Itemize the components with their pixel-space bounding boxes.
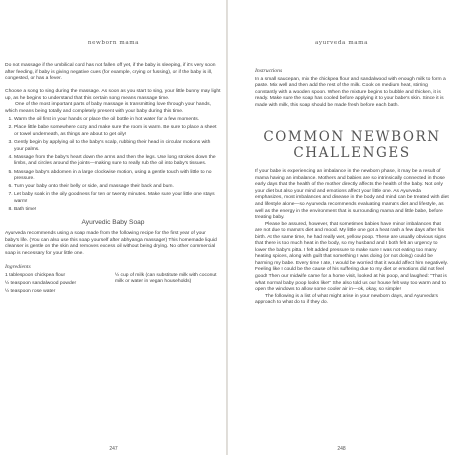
massage-step: 7. Let baby soak in the oily goodness for ten or twenty minutes. Make sure your little one stays warm! xyxy=(14,192,221,205)
instructions-paragraph: In a small saucepan, mix the chickpea flour and sandalwood with enough milk to form a paste. Mix well and then add the rest of the milk. Cook on medium heat, stirring constantly with a wooden spoon. When the mixture begins to bubble and thicken, it is ready. Make sure the soap has cooled before applying it to your babe's skin. Since it is made with milk, this soap should be made fresh before each bath. xyxy=(255,76,446,108)
ingredient-item: ½ teaspoon rose water xyxy=(5,288,56,294)
massage-step: 6. Turn your baby onto their belly or side, and massage their back and bum. xyxy=(14,184,221,191)
ingredient-item: ½ cup of milk (can substitute milk with coconut milk or water in vegan households) xyxy=(115,272,217,285)
massage-steps-list xyxy=(5,117,221,213)
presence-paragraph: One of the most important parts of baby massage is transmitting love through your hands, which means being totally and completely present with your baby during this time. xyxy=(5,102,211,114)
massage-step: 1. Warm the oil first in your hands or place the oil bottle in hot water for a few moments. xyxy=(14,117,221,124)
ingredients-column-1 xyxy=(5,273,111,297)
massage-step: 5. Massage baby's abdomen in a large clockwise motion, using a gentle touch with little to no pressure. xyxy=(14,170,221,183)
ingredient-item: ½ teaspoon sandalwood powder xyxy=(5,280,77,286)
left-page xyxy=(0,0,227,455)
page-number-left: 247 xyxy=(109,446,118,452)
chapter-title-line-1: COMMON NEWBORN xyxy=(263,129,441,146)
ingredients-column-2 xyxy=(115,273,221,297)
instructions-heading: Instructions xyxy=(255,68,283,74)
song-paragraph: Choose a song to sing during the massage. As soon as you start to sing, your little bunny may light up, as he begins to understand that this certain song means massage time. xyxy=(5,89,221,101)
right-body-text xyxy=(255,68,449,307)
ingredients-list xyxy=(5,273,221,297)
list-intro-paragraph: The following is a list of what might arise in your newborn days, and Ayurveda's approach to what do to if they do. xyxy=(255,293,438,306)
baby-soap-paragraph: Ayurveda recommends using a soap made from the following recipe for the first year of your baby's life. (You can also use this soap yourself after abhyanga massage!) This homemade liquid cleanser is gentle on the skin and removes excess oil without being drying. No other commercial soap is necessary for your little one. xyxy=(5,231,217,256)
chapter-title-line-2: CHALLENGES xyxy=(293,145,411,162)
page-number-right: 248 xyxy=(337,446,346,452)
right-page xyxy=(228,0,455,455)
massage-step: 8. Bath time! xyxy=(14,207,221,214)
left-body-text xyxy=(5,63,221,297)
massage-step: 3. Gently begin by applying oil to the baby's scalp, rubbing their head in circular motions with your palms. xyxy=(14,140,221,153)
running-head-left: newborn mama xyxy=(87,40,140,46)
reassurance-paragraph: Please be assured, however, that sometimes babies have minor imbalances that are not due to mama's diet and mood. My little one got a heat rash a few days after his birth. At the same time, he had really wet, yellow poop. These are usually obvious signs that there is too much heat in the body, so my husband and I both felt an urgency to lower the baby's pitta. I felt added pressure to make sure I was not eating too many heating spices, along with guilt that something I was doing (or not doing) could be harming my babe. Every time I ate, I would be worried that it would affect him negatively. Feeling like I could be the cause of his suffering due to my diet or emotions did not feel good! Then our midwife came for a home visit, looked at his poop, and laughed: "That is what normal baby poop looks like!" She also told us our house felt way too warm and to open the windows to allow some cooler air in—ok, okay, so simple! xyxy=(255,221,449,293)
massage-step: 2. Place little babe somewhere cozy and make sure the room is warm. Be sure to place a sheet or towel underneath, as things are about to get oily! xyxy=(14,125,221,138)
chapter-title xyxy=(255,129,449,161)
ingredient-item: 1 tablespoon chickpea flour xyxy=(5,272,66,278)
massage-caution-paragraph: Do not massage if the umbilical cord has not fallen off yet, if the baby is sleeping, if it's very soon after feeding, if baby is giving negative cues (for example, crying or fussing), or if the baby is ill, congested, or has a fever. xyxy=(5,63,216,82)
imbalance-paragraph: If your babe is experiencing an imbalance in the newborn phase, it may be a result of mama having an imbalance. Mothers and babies are so intrinsically connected in those early days that the health of the mother directly affects the health of the baby. Not only your diet but also your mind and emotions affect your little one. As Ayurveda emphasizes, most imbalances and disease in the body and mind can be treated with diet and lifestyle alone—so Ayurveda recommends evaluating mama's diet and lifestyle, as well as the energy in the environment that is surrounding mama and little babe, before treating baby. xyxy=(255,169,449,221)
baby-soap-heading: Ayurvedic Baby Soap xyxy=(81,218,145,226)
running-head-right: ayurveda mama xyxy=(314,40,368,46)
massage-step: 4. Massage from the baby's heart down the arms and then the legs. Use long strokes down the limbs, and circles around the joints—making sure to really rub the oil into baby's tissues. xyxy=(14,155,221,168)
ingredients-heading: Ingredients xyxy=(5,264,31,271)
